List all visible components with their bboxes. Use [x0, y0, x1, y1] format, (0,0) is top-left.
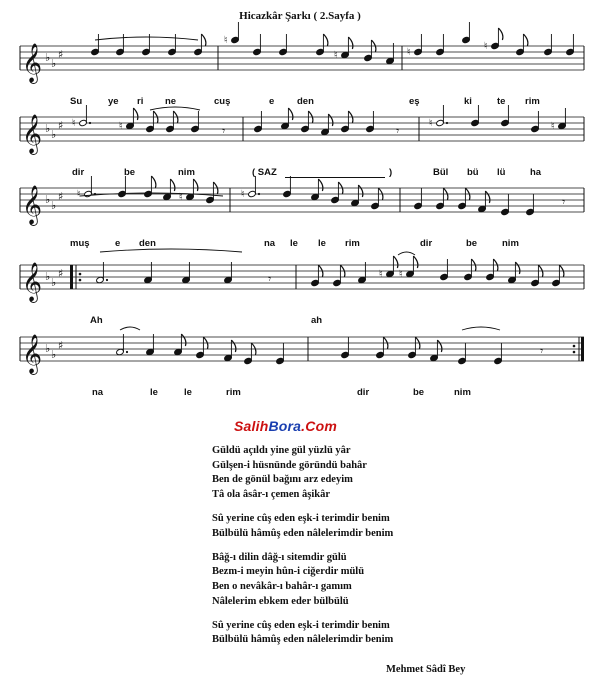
lyric-syllable: Bül [433, 167, 449, 178]
lyric-syllable: le [150, 387, 158, 398]
rest-icon: 𝄾 [222, 124, 226, 138]
dot [89, 122, 91, 124]
verse-line: Bülbülü hâmûş eden nâlelerimdir benim [212, 527, 394, 539]
accidental-icon: ♮ [484, 41, 488, 52]
key-signature-icon: ♯ [58, 119, 64, 132]
treble-clef-icon: 𝄞 [22, 185, 43, 225]
key-signature-icon: ♭ [45, 51, 51, 64]
lyric-syllable: te [497, 96, 506, 107]
lyric-syllable: den [297, 96, 314, 107]
note-flag [523, 34, 528, 46]
stanza [212, 444, 393, 502]
note-flag [170, 179, 175, 191]
lyric-syllable: muş [70, 238, 90, 249]
page-title: Hicazkâr Şarkı ( 2.Sayfa ) [239, 10, 361, 22]
rest-icon: 𝄾 [540, 344, 544, 358]
accidental-icon: ♮ [224, 35, 228, 46]
key-signature-icon: ♭ [51, 128, 57, 141]
note-flag [231, 340, 236, 352]
lyric-syllable: na [92, 387, 104, 398]
accidental-icon: ♮ [399, 269, 403, 280]
lyric-syllable: be [466, 238, 478, 249]
lyric-syllable: ) [389, 167, 393, 178]
key-signature-icon: ♯ [58, 190, 64, 203]
stanza [212, 551, 393, 609]
lyric-syllable: le [290, 238, 298, 249]
verse-line: Tâ ola âsâr-ı çemen âşikâr [212, 488, 331, 500]
key-signature-icon: ♭ [45, 342, 51, 355]
lyric-syllable: dir [357, 387, 370, 398]
lyric-syllable: be [413, 387, 425, 398]
lyric-syllable: e [269, 96, 275, 107]
author-name: Mehmet Sâdî Bey [386, 664, 466, 675]
note-flag [358, 185, 363, 197]
rest-icon: 𝄾 [396, 124, 400, 138]
note-flag [323, 34, 328, 46]
lyric-syllable: lü [497, 167, 506, 178]
key-signature-icon: ♭ [45, 122, 51, 135]
note-flag [485, 191, 490, 203]
note-flag [437, 340, 442, 352]
lyric-syllable: rim [525, 96, 540, 107]
lyric-syllable: Su [70, 96, 83, 107]
lyric-syllable: e [115, 238, 121, 249]
note-flag [498, 28, 503, 40]
key-signature-icon: ♭ [51, 57, 57, 70]
note-flag [181, 334, 186, 346]
lyric-syllable: nim [454, 387, 471, 398]
repeat-dot [573, 351, 576, 354]
note-flag [318, 179, 323, 191]
note-flag [151, 176, 156, 188]
lyric-syllable: na [264, 238, 276, 249]
rest-icon: 𝄾 [268, 272, 272, 286]
note-flag [348, 37, 353, 49]
treble-clef-icon: 𝄞 [22, 334, 43, 374]
repeat-dot [573, 345, 576, 348]
tie-arc [398, 252, 415, 255]
key-signature-icon: ♭ [51, 276, 57, 289]
accidental-icon: ♮ [119, 121, 123, 132]
key-signature-icon: ♭ [45, 270, 51, 283]
key-signature-icon: ♭ [51, 199, 57, 212]
lyric-syllable: rim [345, 238, 360, 249]
saz-line [285, 177, 385, 178]
accidental-icon: ♮ [179, 192, 183, 203]
verse-line: Sû yerine cûş eden eşk-i terimdir benim [212, 619, 390, 631]
rest-icon: 𝄾 [562, 195, 566, 209]
lyric-syllable: ha [530, 167, 542, 178]
dot [258, 193, 260, 195]
accidental-icon: ♮ [72, 118, 76, 129]
note-flag [288, 108, 293, 120]
verse-line: Ben o nevâkâr-ı bahâr-ı gamım [212, 580, 352, 592]
note-flag [413, 256, 418, 268]
treble-clef-icon: 𝄞 [22, 114, 43, 154]
lyric-syllable: nim [502, 238, 519, 249]
note-flag [193, 179, 198, 191]
verse-line: Ben de gönül bağını arz edeyim [212, 474, 353, 486]
note-flag [201, 34, 206, 46]
final-barline [581, 337, 584, 361]
key-signature-icon: ♭ [45, 193, 51, 206]
accidental-icon: ♮ [551, 121, 555, 132]
verses-block [212, 444, 393, 658]
note-flag [515, 262, 520, 274]
lyric-syllable: dir [420, 238, 433, 249]
lyric-syllable: ki [464, 96, 472, 107]
note-flag [328, 114, 333, 126]
accidental-icon: ♮ [334, 50, 338, 61]
accidental-icon: ♮ [407, 47, 411, 58]
lyric-syllable: ne [165, 96, 177, 107]
verse-line: Sû yerine cûş eden eşk-i terimdir benim [212, 512, 390, 524]
verse-line: Bâğ-ı dilin dâğ-ı sitemdir gülü [212, 551, 347, 563]
note-flag [133, 108, 138, 120]
lyric-syllable: ri [137, 96, 144, 107]
lyric-syllable: dir [72, 167, 85, 178]
lyric-syllable: ye [108, 96, 119, 107]
lyric-syllable: bü [467, 167, 479, 178]
lyric-syllable: Ah [90, 315, 103, 326]
accidental-icon: ♮ [379, 269, 383, 280]
dot [446, 122, 448, 124]
lyric-syllable: eş [409, 96, 420, 107]
key-signature-icon: ♯ [58, 267, 64, 280]
lyric-syllable: rim [226, 387, 241, 398]
stanza [212, 512, 393, 541]
verse-line: Güldü açıldı yine gül yüzlü yâr [212, 445, 351, 456]
accidental-icon: ♮ [77, 189, 81, 200]
lyric-syllable: ( SAZ [252, 167, 277, 178]
dot [126, 351, 128, 353]
tie-arc [120, 327, 140, 330]
note-flag [393, 256, 398, 268]
key-signature-icon: ♭ [51, 348, 57, 361]
tie-arc [95, 37, 198, 40]
lyric-syllable: le [184, 387, 192, 398]
verse-line: Gülşen-i hüsnünde göründü bahâr [212, 459, 367, 471]
treble-clef-icon: 𝄞 [22, 262, 43, 302]
accidental-icon: ♮ [241, 189, 245, 200]
tie-arc [462, 327, 500, 330]
lyric-syllable: ah [311, 315, 323, 326]
accidental-icon: ♮ [429, 118, 433, 129]
stanza [212, 619, 393, 648]
lyric-syllable: be [124, 167, 136, 178]
tie-arc [150, 107, 200, 110]
lyric-syllable: nim [178, 167, 195, 178]
dot [106, 279, 108, 281]
site-logo: SalihBora.Com [234, 418, 337, 434]
key-signature-icon: ♯ [58, 339, 64, 352]
tie-arc [100, 249, 242, 252]
lyric-syllable: le [318, 238, 326, 249]
verse-line: Bülbülü hâmûş eden nâlelerimdir benim [212, 634, 394, 646]
repeat-dot [79, 279, 82, 282]
repeat-dot [79, 273, 82, 276]
treble-clef-icon: 𝄞 [22, 43, 43, 83]
key-signature-icon: ♯ [58, 48, 64, 61]
lyric-syllable: den [139, 238, 156, 249]
repeat-barline [70, 265, 73, 289]
lyric-syllable: cuş [214, 96, 231, 107]
verse-line: Nâlelerim ebkem eder bülbülü [212, 595, 349, 607]
verse-line: Bezm-i meyin hûn-i ciğerdir mülü [212, 566, 365, 578]
